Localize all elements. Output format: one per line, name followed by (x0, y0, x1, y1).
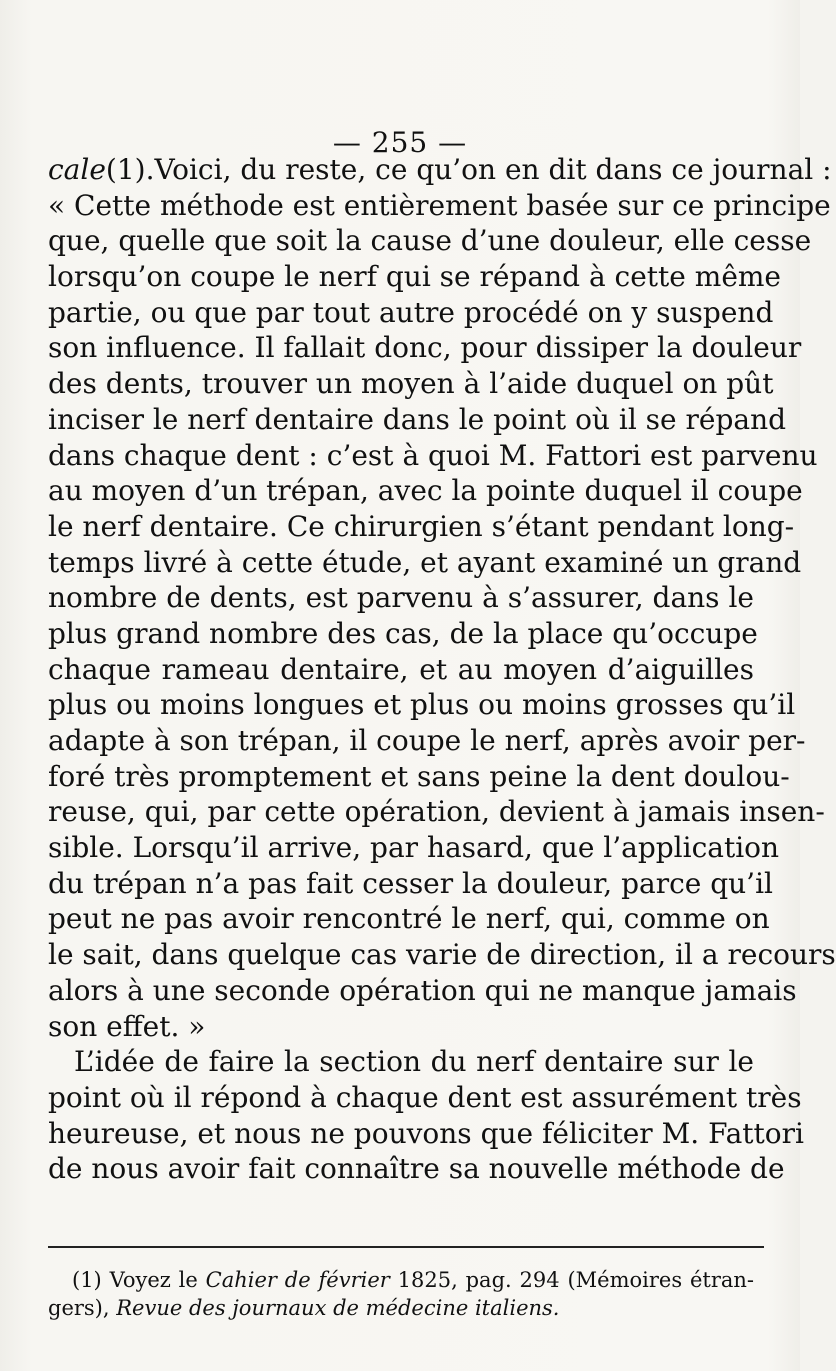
text-line-18: foré très promptement et sans peine la dent doulou- (48, 759, 790, 793)
text-line-3: que, quelle que soit la cause d’une douleur, elle cesse (48, 224, 812, 258)
footnote-text: (1) Voyez le (72, 1268, 206, 1292)
text-line-7: des dents, trouver un moyen à l’aide duquel on pût (48, 367, 774, 401)
text-line-8: inciser le nerf dentaire dans le point où il se répand (48, 402, 787, 436)
footnote-line-1 (48, 1266, 754, 1294)
text-line-27: point où il répond à chaque dent est assurément très (48, 1080, 802, 1114)
text-line-6: son influence. Il fallait donc, pour dissiper la douleur (48, 331, 802, 365)
footnote-italic-title: Cahier de février (205, 1268, 390, 1292)
text-line-2: « Cette méthode est entièrement basée sur ce principe (48, 188, 831, 222)
text-line-17: adapte à son trépan, il coupe le nerf, après avoir per- (48, 724, 806, 757)
text-line-25: son effet. » (48, 1009, 206, 1043)
text-line-4: lorsqu’on coupe le nerf qui se répand à cette même (48, 260, 782, 294)
text-line-16: plus ou moins longues et plus ou moins grosses qu’il (48, 688, 796, 722)
text-line-29: de nous avoir fait connaître sa nouvelle méthode de (48, 1152, 785, 1186)
body-text (48, 152, 836, 1187)
text-line-5: partie, ou que par tout autre procédé on y suspend (48, 295, 774, 329)
text-line-28: heureuse, et nous ne pouvons que féliciter M. Fattori (48, 1116, 804, 1150)
text-line-24: alors à une seconde opération qui ne manque jamais (48, 973, 797, 1007)
text-line-19: reuse, qui, par cette opération, devient à jamais insen- (48, 795, 825, 829)
page-number: — 255 — (332, 126, 468, 159)
text-line-21: du trépan n’a pas fait cesser la douleur, parce qu’il (48, 866, 773, 900)
text-line-22: peut ne pas avoir rencontré le nerf, qui, comme on (48, 902, 770, 936)
footnote-italic-journal: Revue des journaux de médecine italiens. (116, 1296, 560, 1320)
text-line-13: nombre de dents, est parvenu à s’assurer, dans le (48, 581, 754, 615)
text-line-9: dans chaque dent : c’est à quoi M. Fattori est parvenu (48, 438, 818, 472)
text-line-12: temps livré à cette étude, et ayant examiné un grand (48, 545, 802, 579)
text-line-15: chaque rameau dentaire, et au moyen d’aiguilles (48, 652, 754, 686)
text-line-10: au moyen d’un trépan, avec la pointe duquel il coupe (48, 474, 803, 508)
text-line-1 (48, 152, 832, 188)
text-line-14: plus grand nombre des cas, de la place qu’occupe (48, 616, 758, 650)
text-line-26: L’idée de faire la section du nerf dentaire sur le (74, 1045, 754, 1079)
footnote-divider (48, 1246, 764, 1248)
text-line-20: sible. Lorsqu’il arrive, par hasard, que l’application (48, 831, 780, 865)
footnote (48, 1266, 754, 1322)
text-line-1-rest: (1).Voici, du reste, ce qu’on en dit dans ce journal : (105, 153, 832, 186)
italic-fragment: cale (48, 153, 106, 186)
footnote-line-2 (48, 1294, 754, 1322)
text-line-23: le sait, dans quelque cas varie de direction, il a recours (48, 938, 836, 972)
footnote-text-3: gers), (48, 1296, 117, 1320)
text-line-11: le nerf dentaire. Ce chirurgien s’étant pendant long- (48, 509, 795, 543)
footnote-text-2: 1825, pag. 294 (Mémoires étran- (389, 1268, 754, 1292)
